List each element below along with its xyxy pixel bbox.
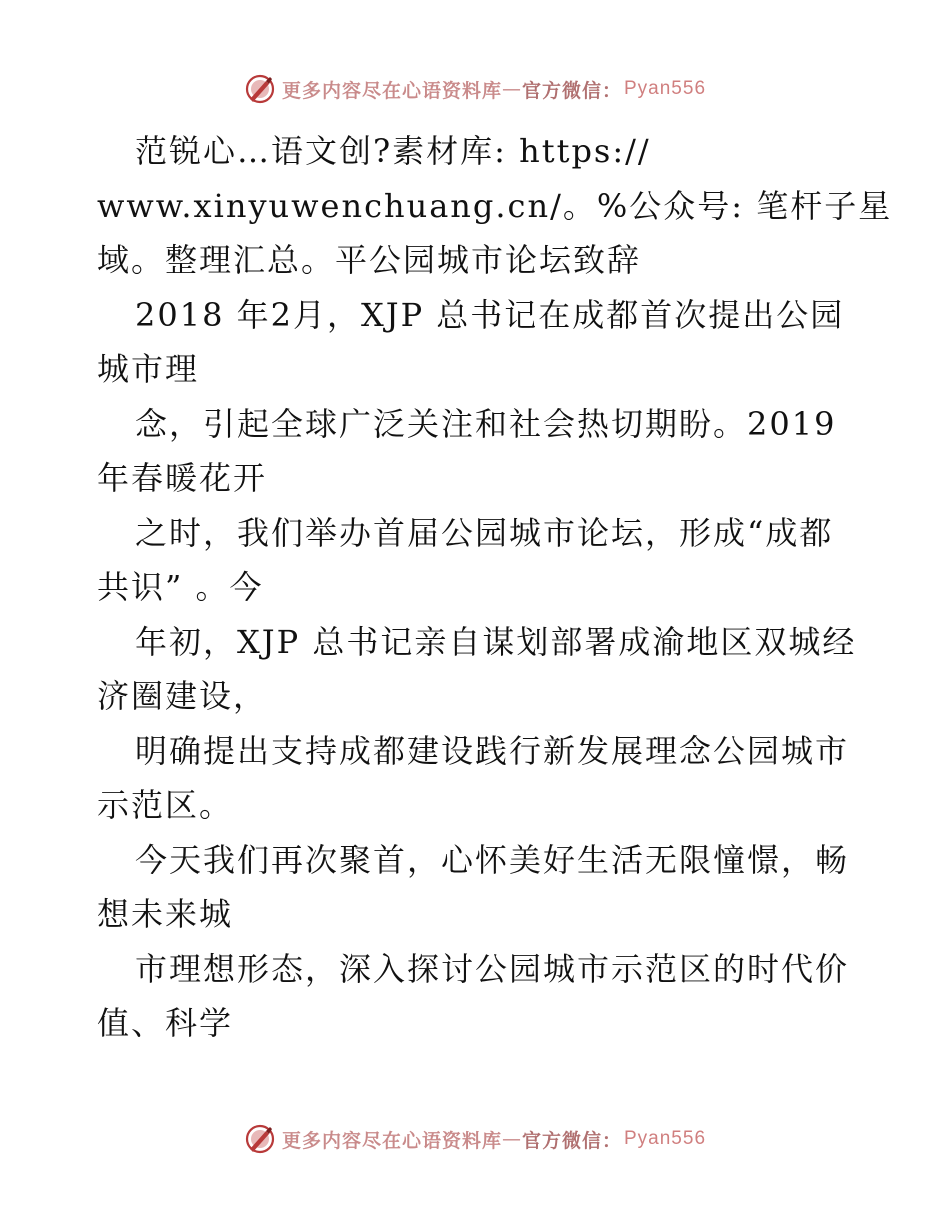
banner-wechat-id: Pyan556 xyxy=(624,78,707,99)
document-body xyxy=(97,124,893,1051)
banner-main-text: 更多内容尽在心语资料库 xyxy=(281,1129,502,1152)
text-line: 值、科学 xyxy=(97,1004,234,1042)
text-line: 共识” 。今 xyxy=(97,568,264,606)
text-line: 市理想形态，深入探讨公园城市示范区的时代价 xyxy=(135,949,850,988)
text-line: 2018 年2月，XJP 总书记在成都首次提出公园 xyxy=(135,295,845,334)
text-line: 年春暖花开 xyxy=(97,459,268,497)
pen-logo-icon xyxy=(244,73,276,105)
header-banner xyxy=(0,72,950,106)
banner-separator: — xyxy=(501,78,522,100)
banner-label: 官方微信： xyxy=(521,1129,622,1152)
text-line: 示范区。 xyxy=(97,786,234,824)
text-line: 想未来城 xyxy=(97,895,234,933)
text-line: 今天我们再次聚首，心怀美好生活无限憧憬，畅 xyxy=(135,840,850,879)
text-line: 明确提出支持成都建设践行新发展理念公园城市 xyxy=(135,731,850,770)
banner-wechat-id: Pyan556 xyxy=(624,1128,707,1149)
footer-banner xyxy=(0,1122,950,1156)
pen-logo-icon xyxy=(244,1123,276,1155)
text-line: 济圈建设， xyxy=(97,677,268,715)
text-line: 城市理 xyxy=(97,350,200,388)
banner-label: 官方微信： xyxy=(521,79,622,102)
text-line: 念，引起全球广泛关注和社会热切期盼。2019 xyxy=(135,404,837,443)
banner-main-text: 更多内容尽在心语资料库 xyxy=(281,79,502,102)
banner-separator: — xyxy=(501,1128,522,1150)
text-line: 范锐心…语文创?素材库: https:// xyxy=(135,132,651,170)
text-line: 域。整理汇总。平公园城市论坛致辞 xyxy=(97,241,642,279)
text-line: 年初，XJP 总书记亲自谋划部署成渝地区双城经 xyxy=(135,622,857,661)
text-line: 之时，我们举办首届公园城市论坛，形成“成都 xyxy=(135,513,834,552)
text-line: www.xinyuwenchuang.cn/。%公众号: 笔杆子星 xyxy=(97,186,893,225)
